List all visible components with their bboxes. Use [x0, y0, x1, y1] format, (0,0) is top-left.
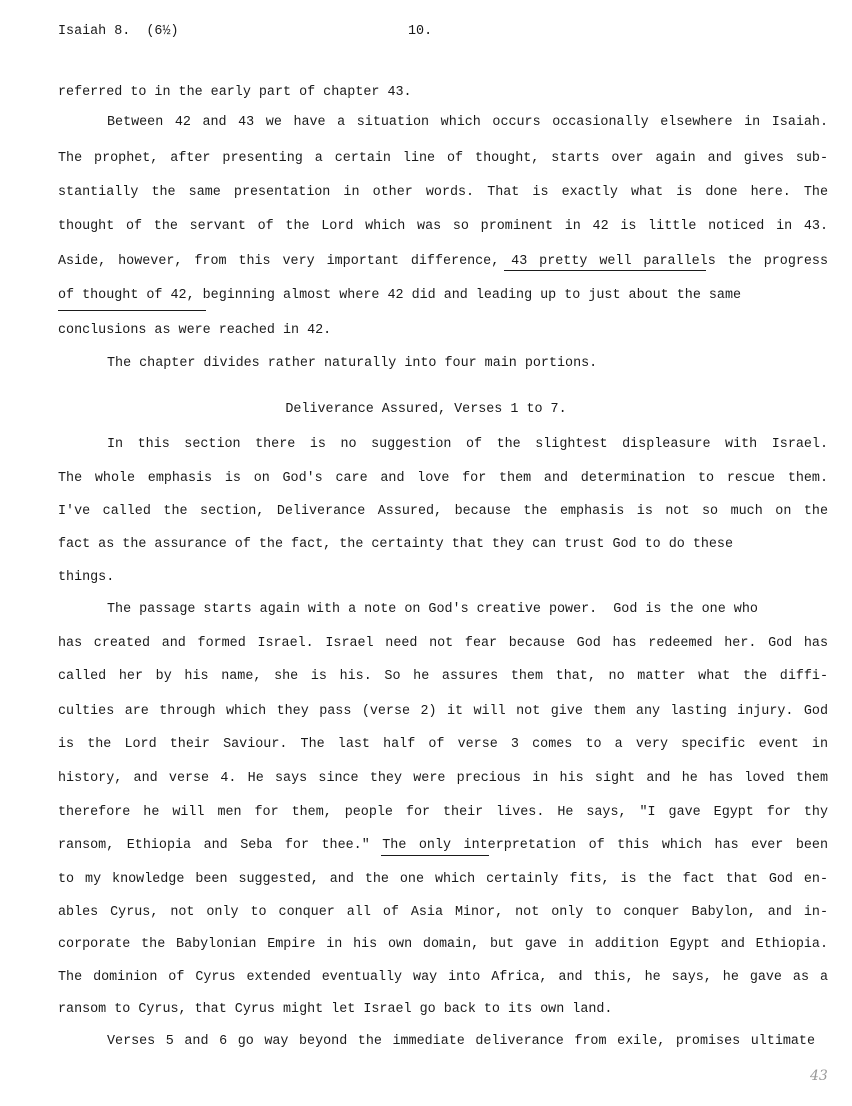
text-line: therefore he will men for them, people for their lives. He says, "I gave Egypt for thy: [58, 805, 828, 820]
section-heading: Deliverance Assured, Verses 1 to 7.: [285, 402, 567, 417]
text-line: conclusions as were reached in 42.: [58, 323, 332, 338]
page-number: 10.: [408, 24, 433, 39]
text-line: thought of the servant of the Lord which was so prominent in 42 is little noticed in 43.: [58, 219, 828, 234]
text-line: The whole emphasis is on God's care and love for them and determination to rescue them.: [58, 471, 828, 486]
text-line: fact as the assurance of the fact, the certainty that they can trust God to do these: [58, 537, 733, 552]
text-line: I've called the section, Deliverance Assured, because the emphasis is not so much on the: [58, 504, 828, 519]
text-line: referred to in the early part of chapter 43.: [58, 85, 412, 100]
text-line: culties are through which they pass (verse 2) it will not give them any lasting injury. God: [58, 704, 828, 719]
text-line: things.: [58, 570, 115, 585]
text-line: The dominion of Cyrus extended eventually way into Africa, and this, he says, he gave as a: [58, 970, 828, 985]
text-line: The chapter divides rather naturally into four main portions.: [107, 356, 598, 371]
text-line: called her by his name, she is his. So he assures them that, no matter what the diffi-: [58, 669, 828, 684]
text-line: ables Cyrus, not only to conquer all of Asia Minor, not only to conquer Babylon, and in-: [58, 905, 828, 920]
text-line: In this section there is no suggestion of the slightest displeasure with Israel.: [107, 437, 828, 452]
text-line: ransom, Ethiopia and Seba for thee." The only interpretation of this which has ever been: [58, 838, 828, 853]
handwritten-underline: [58, 310, 206, 311]
text-line: The passage starts again with a note on God's creative power. God is the one who: [107, 602, 758, 617]
handwritten-underline: [381, 855, 489, 856]
text-line: Aside, however, from this very important difference, 43 pretty well parallels the progress: [58, 254, 828, 269]
handwritten-underline: [504, 270, 706, 271]
running-header: Isaiah 8. (6½): [58, 24, 179, 39]
text-line: Between 42 and 43 we have a situation which occurs occasionally elsewhere in Isaiah.: [107, 115, 828, 130]
text-line: ransom to Cyrus, that Cyrus might let Israel go back to its own land.: [58, 1002, 613, 1017]
text-line: of thought of 42, beginning almost where 42 did and leading up to just about the same: [58, 288, 742, 303]
margin-note: 43: [810, 1068, 828, 1084]
text-line: corporate the Babylonian Empire in his own domain, but gave in addition Egypt and Ethiopia.: [58, 937, 828, 952]
text-line: is the Lord their Saviour. The last half of verse 3 comes to a very specific event in: [58, 737, 828, 752]
text-line: The prophet, after presenting a certain line of thought, starts over again and gives sub-: [58, 151, 828, 166]
text-line: stantially the same presentation in other words. That is exactly what is done here. The: [58, 185, 828, 200]
text-line: to my knowledge been suggested, and the one which certainly fits, is the fact that God en-: [58, 872, 828, 887]
text-line: Verses 5 and 6 go way beyond the immediate deliverance from exile, promises ultimate: [107, 1034, 815, 1049]
text-line: has created and formed Israel. Israel need not fear because God has redeemed her. God has: [58, 636, 828, 651]
text-line: history, and verse 4. He says since they were precious in his sight and he has loved them: [58, 771, 828, 786]
